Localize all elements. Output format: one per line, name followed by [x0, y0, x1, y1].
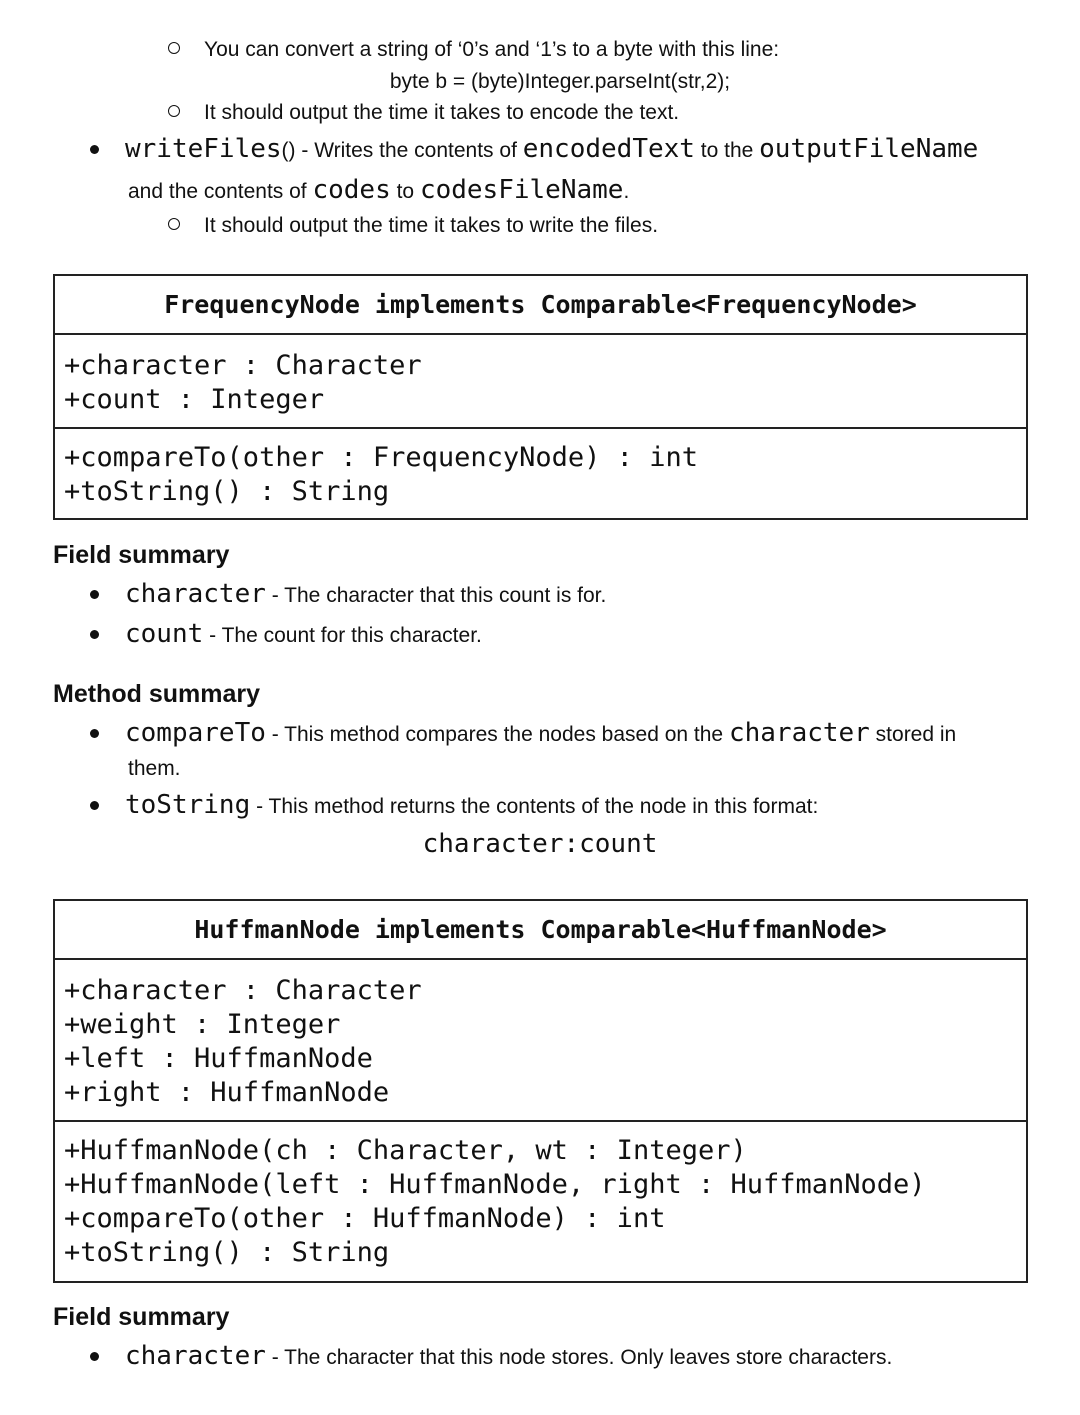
method-row: +HuffmanNode(left : HuffmanNode, right : HuffmanNode)	[64, 1169, 926, 1200]
uml-methods-section	[55, 427, 1026, 518]
uml-fields-section	[55, 333, 1026, 427]
bullet-icon	[90, 590, 99, 599]
format-example: character:count	[422, 829, 658, 859]
method-row: +toString() : String	[64, 476, 390, 507]
section-heading: Field summary	[53, 541, 230, 569]
list-item-writefiles: writeFiles() - Writes the contents of encodedText to the outputFileName	[90, 134, 978, 164]
method-row: +toString() : String	[64, 1237, 390, 1268]
list-item: count - The count for this character.	[90, 619, 482, 649]
method-row: +compareTo(other : FrequencyNode) : int	[64, 442, 698, 473]
uml-fields-section	[55, 958, 1026, 1120]
class-title: FrequencyNode implements Comparable<FrequencyNode>	[164, 290, 917, 319]
list-item: You can convert a string of ‘0’s and ‘1’s to a byte with this line:	[168, 38, 779, 62]
code-line: byte b = (byte)Integer.parseInt(str,2);	[389, 70, 731, 93]
bullet-icon	[90, 1352, 99, 1361]
bullet-icon	[90, 630, 99, 639]
bullet-icon	[90, 145, 99, 154]
hollow-bullet-icon	[168, 218, 180, 230]
bullet-icon	[90, 729, 99, 738]
list-item: It should output the time it takes to encode the text.	[168, 101, 679, 125]
uml-methods-section	[55, 1120, 1026, 1281]
list-item-continuation: and the contents of codes to codesFileName.	[128, 175, 630, 205]
method-name: writeFiles	[125, 134, 282, 164]
list-item-continuation: them.	[128, 757, 181, 780]
section-heading: Method summary	[53, 680, 260, 708]
list-item: It should output the time it takes to write the files.	[168, 214, 658, 238]
bullet-icon	[90, 801, 99, 810]
field-row: +character : Character	[64, 975, 422, 1006]
field-row: +character : Character	[64, 350, 422, 381]
field-row: +count : Integer	[64, 384, 325, 415]
list-item: compareTo - This method compares the nodes based on the character stored in	[90, 718, 956, 748]
list-item: character - The character that this count is for.	[90, 579, 606, 609]
field-row: +left : HuffmanNode	[64, 1043, 373, 1074]
uml-frequency-node	[53, 274, 1028, 520]
method-row: +HuffmanNode(ch : Character, wt : Integer)	[64, 1135, 747, 1166]
uml-huffman-node	[53, 899, 1028, 1283]
field-row: +right : HuffmanNode	[64, 1077, 390, 1108]
list-item: toString - This method returns the contents of the node in this format:	[90, 790, 818, 820]
method-row: +compareTo(other : HuffmanNode) : int	[64, 1203, 666, 1234]
list-item: character - The character that this node stores. Only leaves store characters.	[90, 1341, 892, 1371]
class-title: HuffmanNode implements Comparable<HuffmanNode>	[194, 915, 887, 944]
section-heading: Field summary	[53, 1303, 230, 1331]
uml-title-section	[55, 276, 1026, 333]
uml-title-section	[55, 901, 1026, 958]
field-row: +weight : Integer	[64, 1009, 341, 1040]
hollow-bullet-icon	[168, 105, 180, 117]
hollow-bullet-icon	[168, 42, 180, 54]
